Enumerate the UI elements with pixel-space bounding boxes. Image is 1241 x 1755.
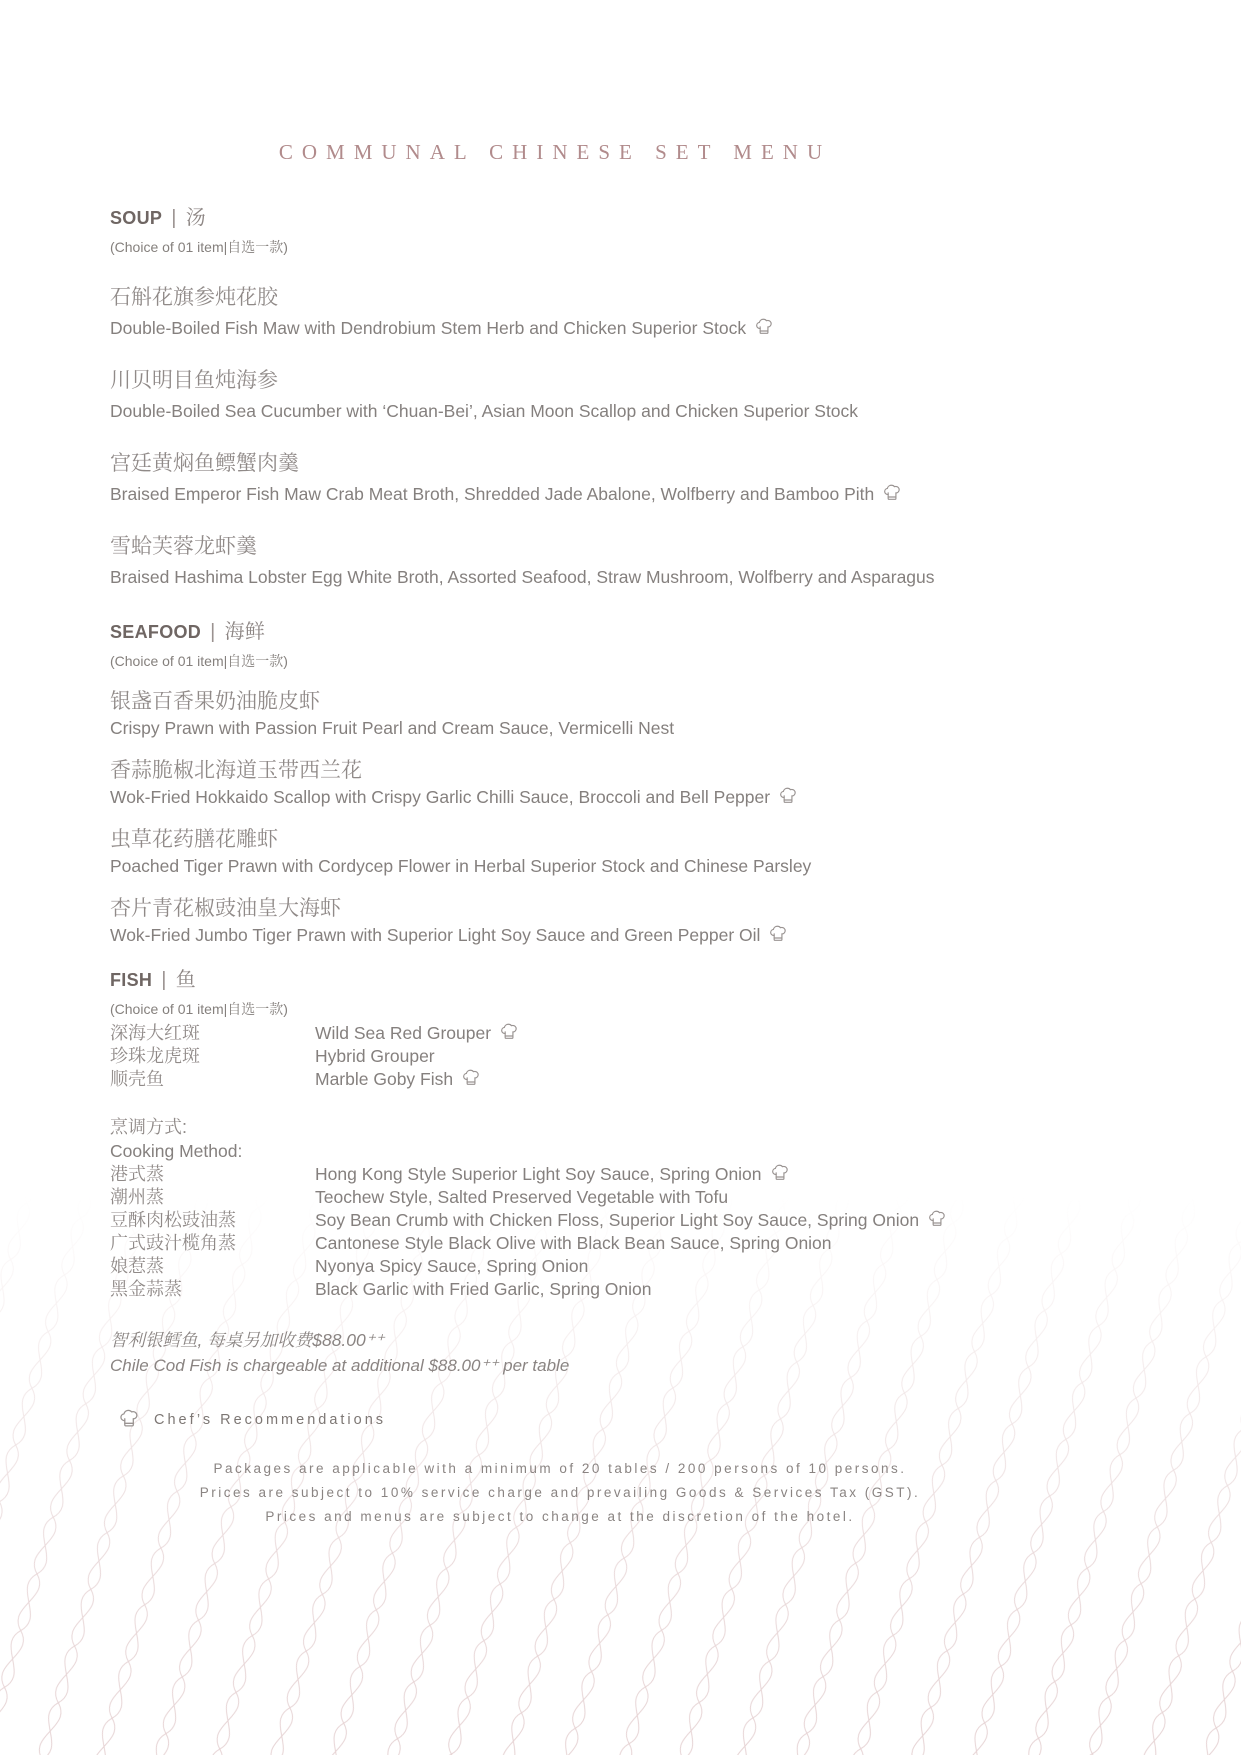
dish-name-zh: 雪蛤芙蓉龙虾羹 [110,535,257,558]
surcharge-note-en: Chile Cod Fish is chargeable at additional $88.00⁺⁺ per table [110,1356,570,1375]
cooking-method-en: Teochew Style, Salted Preserved Vegetable with Tofu [315,1187,729,1207]
chef-hat-icon [118,1409,140,1431]
cooking-method-en: Nyonya Spicy Sauce, Spring Onion [315,1256,589,1276]
section-name-zh: 汤 [185,207,207,229]
surcharge-note [110,1327,1155,1379]
dish-description-en: Wok-Fried Hokkaido Scallop with Crispy Garlic Chilli Sauce, Broccoli and Bell Pepper [110,785,1155,809]
menu-content [110,0,1155,1529]
cooking-method-zh: 潮州蒸 [110,1187,164,1207]
heading-divider: | [210,621,216,643]
fish-option-row [110,1045,1155,1068]
menu-item [110,368,1155,423]
fish-options [110,1022,1155,1091]
cooking-method-en: Soy Bean Crumb with Chicken Floss, Superior Light Soy Sauce, Spring Onion [315,1209,947,1232]
chef-hat-icon [754,318,774,338]
dish-name-zh: 石斛花旗参炖花胶 [110,286,278,309]
section-name-en: SEAFOOD [110,622,202,642]
footer-line: Prices and menus are subject to change at the discretion of the hotel. [265,1509,855,1524]
cooking-method-label-en: Cooking Method: [110,1141,243,1161]
footer-line: Prices are subject to 10% service charge and prevailing Goods & Services Tax (GST). [199,1485,921,1500]
cooking-methods [110,1163,1155,1301]
menu-item [110,534,1155,589]
cooking-method-en: Cantonese Style Black Olive with Black Bean Sauce, Spring Onion [315,1233,832,1253]
surcharge-note-zh: 智利银鳕鱼, 每桌另加收费$88.00⁺⁺ [110,1330,385,1350]
dish-name-zh: 川贝明目鱼炖海参 [110,369,278,392]
heading-divider: | [171,207,177,229]
chef-hat-icon [499,1023,519,1043]
dish-name-zh: 杏片青花椒豉油皇大海虾 [110,897,341,920]
cooking-method-row [110,1232,1155,1255]
section-heading [110,205,1155,231]
chef-hat-icon [882,484,902,504]
fish-name-zh: 顺壳鱼 [110,1069,164,1089]
cooking-method-row [110,1163,1155,1186]
chef-hat-icon [461,1069,481,1089]
menu-item [110,689,1155,740]
legend-label: Chef’s Recommendations [154,1412,387,1428]
menu-item [110,896,1155,947]
section-name-zh: 海鲜 [224,621,266,643]
fish-name-zh: 深海大红斑 [110,1023,200,1043]
dish-name-zh: 香蒜脆椒北海道玉带西兰花 [110,759,362,782]
cooking-method-en: Hong Kong Style Superior Light Soy Sauce, Spring Onion [315,1163,790,1186]
dish-description-en: Braised Hashima Lobster Egg White Broth, Assorted Seafood, Straw Mushroom, Wolfberry and Asparagus [110,567,935,587]
page-title: COMMUNAL CHINESE SET MENU [278,140,832,164]
dish-name-zh: 虫草花药膳花雕虾 [110,828,278,851]
fish-option-row [110,1068,1155,1091]
cooking-method-en: Black Garlic with Fried Garlic, Spring Onion [315,1279,652,1299]
chef-hat-icon [768,925,788,945]
cooking-method-zh: 豆酥肉松豉油蒸 [110,1210,236,1230]
menu-item [110,758,1155,809]
heading-divider: | [161,969,167,991]
section-fish [110,967,1155,1379]
menu-item [110,451,1155,506]
chef-hat-icon [778,787,798,807]
cooking-method-label-zh: 烹调方式: [110,1117,188,1137]
chefs-recommendation-legend [110,1409,1155,1431]
dish-description-en: Double-Boiled Sea Cucumber with ‘Chuan-Bei’, Asian Moon Scallop and Chicken Superior Stock [110,401,859,421]
cooking-method-zh: 黑金蒜蒸 [110,1279,182,1299]
section-heading [110,967,1155,993]
menu-item [110,285,1155,340]
dish-description-en: Crispy Prawn with Passion Fruit Pearl and Cream Sauce, Vermicelli Nest [110,718,675,738]
cooking-method-row [110,1278,1155,1301]
chef-hat-icon [927,1210,947,1230]
cooking-method-zh: 娘惹蒸 [110,1256,164,1276]
cooking-method-zh: 广式豉汁榄角蒸 [110,1233,236,1253]
section-name-zh: 鱼 [175,969,197,991]
dish-name-zh: 银盏百香果奶油脆皮虾 [110,690,320,713]
menu-footer [110,1457,1010,1529]
cooking-method-row [110,1255,1155,1278]
section-heading [110,619,1155,645]
fish-name-en: Wild Sea Red Grouper [315,1022,519,1045]
cooking-method-row [110,1186,1155,1209]
menu-item [110,827,1155,878]
chef-hat-icon [770,1164,790,1184]
dish-description-en: Poached Tiger Prawn with Cordycep Flower in Herbal Superior Stock and Chinese Parsley [110,856,812,876]
fish-name-en: Marble Goby Fish [315,1068,481,1091]
choice-note: (Choice of 01 item|自选一款) [110,239,288,255]
section-seafood [110,619,1155,947]
cooking-method-row [110,1209,1155,1232]
dish-description-en: Double-Boiled Fish Maw with Dendrobium Stem Herb and Chicken Superior Stock [110,316,1155,340]
choice-note: (Choice of 01 item|自选一款) [110,1001,288,1017]
choice-note: (Choice of 01 item|自选一款) [110,653,288,669]
section-name-en: FISH [110,970,153,990]
fish-name-en: Hybrid Grouper [315,1046,435,1066]
dish-description-en: Wok-Fried Jumbo Tiger Prawn with Superior Light Soy Sauce and Green Pepper Oil [110,923,1155,947]
fish-option-row [110,1022,1155,1045]
footer-line: Packages are applicable with a minimum of 20 tables / 200 persons of 10 persons. [213,1461,907,1476]
dish-name-zh: 宫廷黄焖鱼鳔蟹肉羹 [110,452,299,475]
section-name-en: SOUP [110,208,163,228]
dish-description-en: Braised Emperor Fish Maw Crab Meat Broth, Shredded Jade Abalone, Wolfberry and Bamboo Pith [110,482,1155,506]
section-soup [110,0,1155,589]
cooking-method-zh: 港式蒸 [110,1164,164,1184]
fish-name-zh: 珍珠龙虎斑 [110,1046,200,1066]
